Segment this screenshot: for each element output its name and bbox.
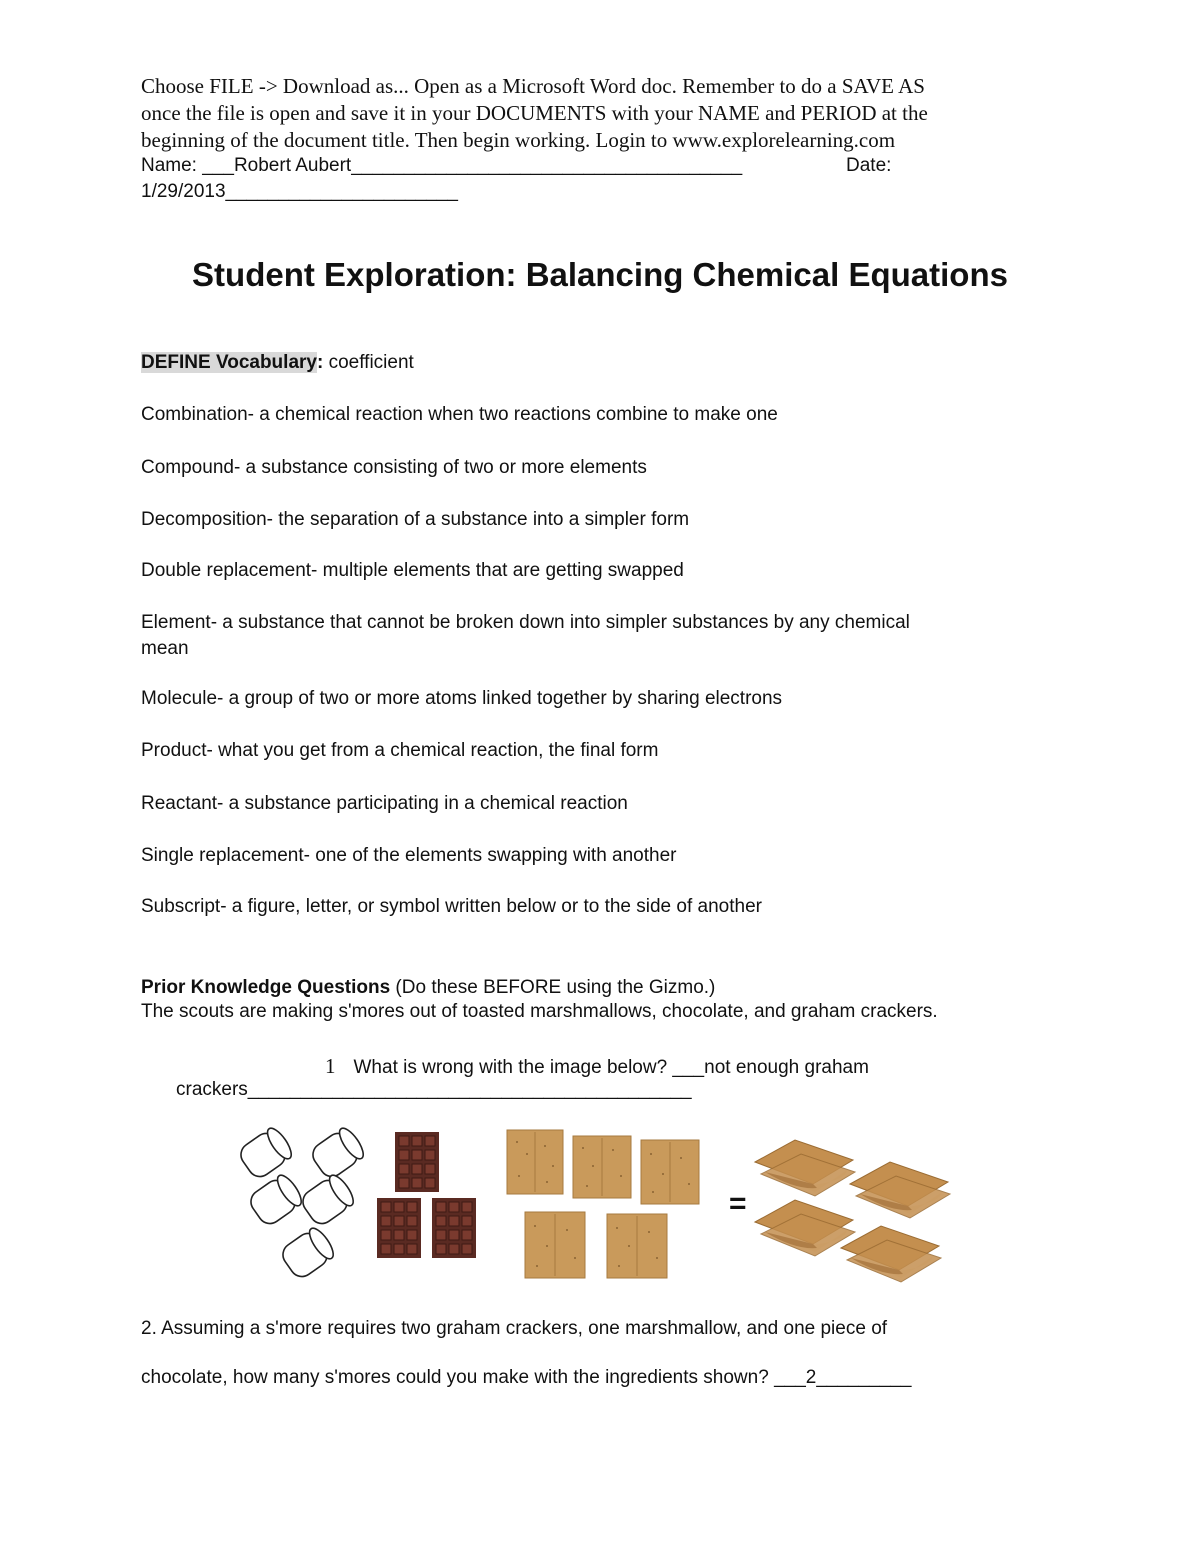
vocab-decomposition: Decomposition- the separation of a substance into a simpler form <box>141 509 690 530</box>
prior-knowledge-note: (Do these BEFORE using the Gizmo.) <box>390 977 716 998</box>
vocabulary-colon: : <box>316 352 324 373</box>
instruction-line-1: Choose FILE -> Download as... Open as a Microsoft Word doc. Remember to do a SAVE AS <box>141 74 925 98</box>
question-2-line-1: 2. Assuming a s'more requires two graham crackers, one marshmallow, and one piece of <box>141 1318 888 1339</box>
page-title: Student Exploration: Balancing Chemical Equations <box>192 256 1008 293</box>
question-2-line-2: chocolate, how many s'mores could you make with the ingredients shown? ___2_________ <box>141 1367 912 1388</box>
vocab-subscript: Subscript- a figure, letter, or symbol written below or to the side of another <box>141 896 762 917</box>
question-1-number: 1 <box>325 1054 336 1078</box>
vocab-product: Product- what you get from a chemical reaction, the final form <box>141 740 659 761</box>
equals-sign: = <box>729 1187 747 1220</box>
smores <box>755 1140 950 1282</box>
vocab-double-replacement: Double replacement- multiple elements that are getting swapped <box>141 560 684 581</box>
vocab-element-cont: mean <box>141 638 189 659</box>
date-value: 1/29/2013______________________ <box>141 181 458 202</box>
vocabulary-heading <box>141 352 414 374</box>
vocab-element: Element- a substance that cannot be broken down into simpler substances by any chemical <box>141 612 910 633</box>
chocolate-bars <box>377 1132 476 1258</box>
vocab-single-replacement: Single replacement- one of the elements swapping with another <box>141 845 677 866</box>
question-1-answer-cont: crackers__________________________________________ <box>176 1079 692 1100</box>
graham-crackers <box>507 1130 699 1278</box>
question-1 <box>325 1054 869 1079</box>
prior-knowledge-title: Prior Knowledge Questions <box>141 977 391 998</box>
question-1-text: What is wrong with the image below? ___not enough graham <box>353 1057 869 1078</box>
name-value: ___Robert Aubert_____________________________________ <box>202 155 743 176</box>
date-label: Date: <box>846 155 892 176</box>
prior-knowledge-heading <box>141 977 715 999</box>
marshmallows <box>236 1125 367 1281</box>
vocab-reactant: Reactant- a substance participating in a chemical reaction <box>141 793 628 814</box>
prior-knowledge-intro: The scouts are making s'mores out of toasted marshmallows, chocolate, and graham crackers. <box>141 1001 938 1022</box>
vocab-molecule: Molecule- a group of two or more atoms linked together by sharing electrons <box>141 688 783 709</box>
instruction-line-2: once the file is open and save it in your DOCUMENTS with your NAME and PERIOD at the <box>141 101 928 125</box>
name-label: Name: <box>141 155 197 176</box>
name-field <box>141 155 742 177</box>
vocabulary-label: DEFINE Vocabulary <box>141 352 317 373</box>
smores-illustration <box>235 1120 965 1290</box>
instruction-line-3: beginning of the document title. Then begin working. Login to www.explorelearning.com <box>141 128 896 152</box>
vocab-combination: Combination- a chemical reaction when two reactions combine to make one <box>141 404 778 425</box>
vocabulary-first-term: coefficient <box>323 352 414 373</box>
vocab-compound: Compound- a substance consisting of two or more elements <box>141 457 647 478</box>
